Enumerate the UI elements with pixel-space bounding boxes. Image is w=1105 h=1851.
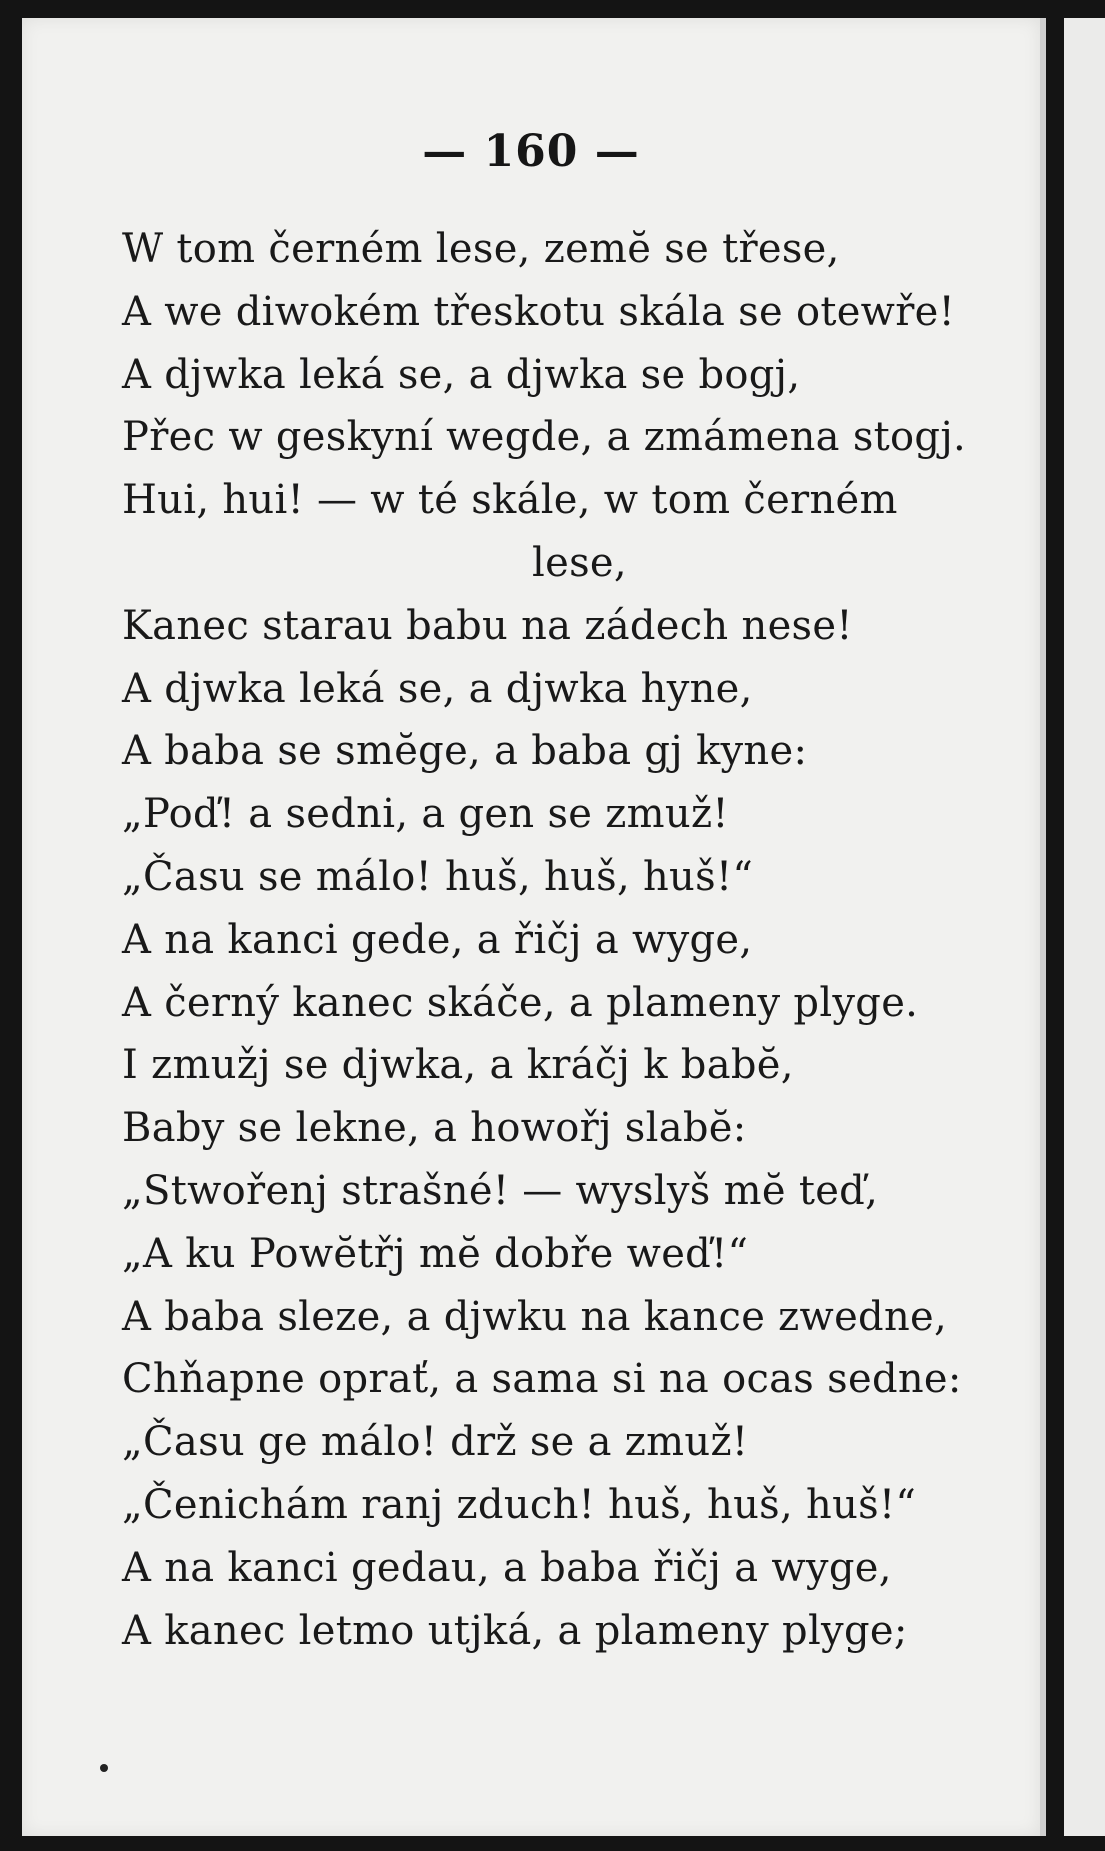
poem-line-continuation: lese, <box>532 539 627 586</box>
ink-dot-mark <box>100 1764 108 1772</box>
poem-line: „Stwořenj strašné! — wyslyš mĕ teď, <box>122 1167 879 1214</box>
book-page <box>22 18 1040 1836</box>
poem-line: Chňapne oprať, a sama si na ocas sedne: <box>122 1356 962 1403</box>
page-number: — 160 — <box>422 126 640 177</box>
poem-line: Přec w geskyní wegde, a zmámena stogj. <box>122 414 967 461</box>
poem-line: A djwka leká se, a djwka hyne, <box>122 665 753 712</box>
poem-line: „Poď! a sedni, a gen se zmuž! <box>122 791 729 838</box>
poem-line: „Čenichám ranj zduch! huš, huš, huš!“ <box>122 1481 917 1528</box>
poem-line: A na kanci gede, a řičj a wyge, <box>122 916 753 963</box>
poem-line: „Času se málo! huš, huš, huš!“ <box>122 853 754 900</box>
poem-line: A kanec letmo utjká, a plameny plyge; <box>122 1607 908 1654</box>
poem-line: I zmužj se djwka, a kráčj k babĕ, <box>122 1042 794 1089</box>
poem-line: Baby se lekne, a howořj slabĕ: <box>122 1105 747 1152</box>
poem-line: A černý kanec skáče, a plameny plyge. <box>122 979 919 1026</box>
poem-line: A we diwokém třeskotu skála se otewře! <box>122 288 955 335</box>
poem-line: Hui, hui! — w té skále, w tom černém <box>122 477 898 524</box>
poem-line: A na kanci gedau, a baba řičj a wyge, <box>122 1544 892 1591</box>
poem-line: A baba sleze, a djwku na kance zwedne, <box>122 1293 948 1340</box>
adjacent-page-edge <box>1064 18 1105 1836</box>
poem-line: W tom černém lese, zemĕ se třese, <box>122 226 840 272</box>
poem-line: „Času ge málo! drž se a zmuž! <box>122 1419 749 1466</box>
poem-line: „A ku Powĕtřj mĕ dobře weď!“ <box>122 1230 749 1277</box>
poem-text <box>122 218 1022 1662</box>
poem-line: A djwka leká se, a djwka se bogj, <box>122 351 801 398</box>
poem-line: Kanec starau babu na zádech nese! <box>122 602 853 649</box>
poem-line: A baba se smĕge, a baba gj kyne: <box>122 728 808 775</box>
